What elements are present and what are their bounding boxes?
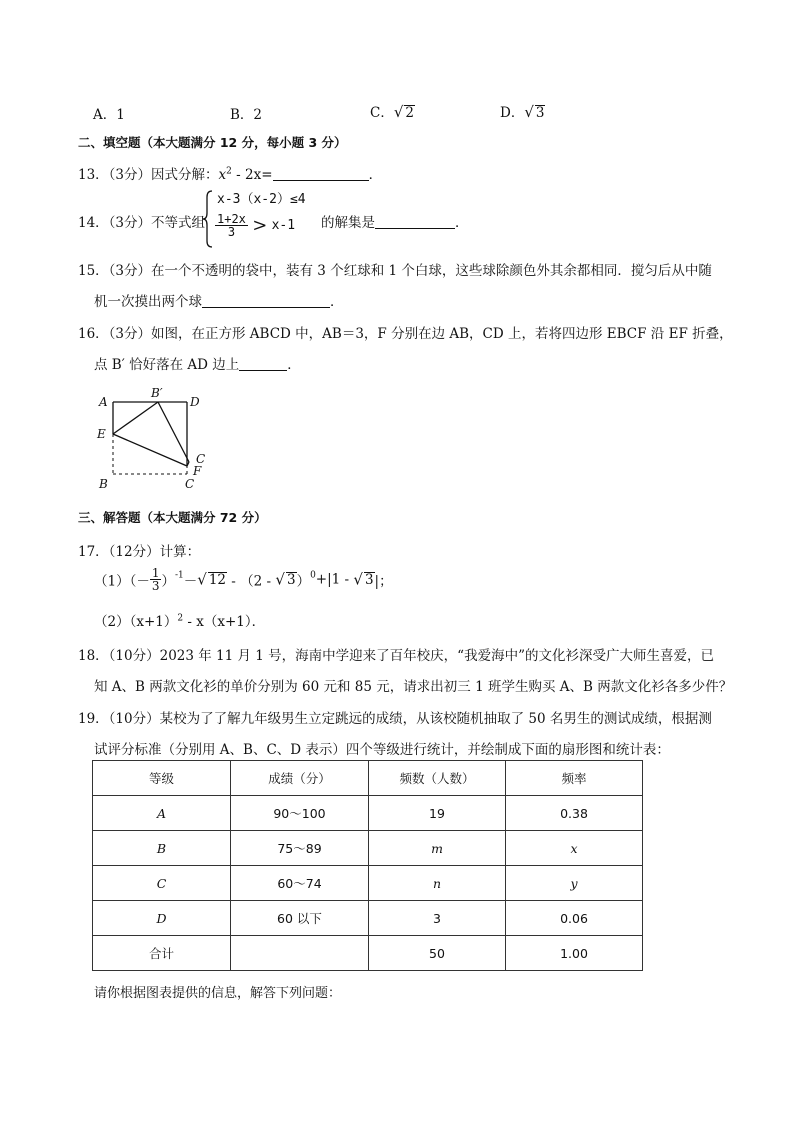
- q17-part1: [94, 567, 393, 603]
- question-16-line1: 16．（3分）如图，在正方形 ABCD 中，AB＝3，F 分别在边 AB，CD 上，若将四边形 EBCF 沿 EF 折叠，: [78, 326, 733, 342]
- label-b: B: [99, 477, 108, 491]
- q17-frac-num: 1: [151, 566, 160, 580]
- table-cell: B: [156, 840, 167, 856]
- q13-prefix: 13．（3分）因式分解：: [78, 167, 219, 183]
- question-19-line1: 19．（10分）某校为了了解九年级男生立定跳远的成绩，从该校随机抽取了 50 名男生的测试成绩，根据测: [78, 711, 712, 727]
- q17-fraction: [150, 567, 162, 592]
- label-f: F: [193, 464, 202, 478]
- table-cell: D: [156, 910, 167, 926]
- q15-text: 机一次摸出两个球: [94, 294, 202, 310]
- sqrt-sign-icon: √: [197, 570, 207, 589]
- q17-p1-exp1: -1: [174, 570, 184, 581]
- table-row: [93, 796, 643, 831]
- table-row-total: [93, 936, 643, 971]
- table-cell: A: [156, 805, 167, 821]
- table-header: 等级: [93, 761, 231, 796]
- q14-gt: >: [252, 215, 268, 236]
- label-d: D: [190, 395, 200, 409]
- q13-exp: 2: [226, 166, 232, 177]
- q17-frac-den: 3: [151, 579, 160, 593]
- q14-inequality-2: [215, 213, 295, 238]
- q16-text: 点 B′ 恰好落在 AD 边上: [94, 357, 240, 373]
- option-c-radicand: 2: [405, 105, 414, 121]
- question-14-prefix: 14．（3分）不等式组: [78, 215, 206, 231]
- table-cell: n: [432, 875, 442, 891]
- table-cell: 50: [369, 936, 506, 971]
- option-b: B．2: [230, 107, 263, 123]
- table-header: 频数（人数）: [369, 761, 506, 796]
- q13-suffix: ．: [368, 167, 383, 183]
- option-d-radicand: 3: [535, 105, 545, 121]
- section-heading-fill: 二、填空题（本大题满分 12 分，每小题 3 分）: [78, 135, 347, 150]
- table-cell: C: [156, 875, 167, 891]
- statistics-table: [92, 760, 643, 971]
- table-row: [93, 831, 643, 866]
- q17-p1-d: - （2 -: [227, 573, 276, 590]
- question-19-after: 请你根据图表提供的信息，解答下列问题：: [94, 986, 342, 1001]
- label-a: A: [99, 395, 108, 409]
- edge-eb-prime: [113, 402, 158, 434]
- q14-frac-den: 3: [227, 225, 236, 239]
- q17-p1-e: ）: [296, 573, 311, 590]
- left-brace-icon: [201, 189, 215, 249]
- question-15-line2: [94, 290, 344, 310]
- q17-p1-c: －: [183, 573, 198, 590]
- question-16-line2: [94, 353, 301, 373]
- question-18-line1: 18．（10分）2023 年 11 月 1 号，海南中学迎来了百年校庆，“我爱海中”的文化衫深受广大师生喜爱，已: [78, 648, 714, 664]
- q17-part2: [94, 610, 265, 630]
- q14-rhs: x-1: [271, 218, 296, 233]
- table-cell: 合计: [93, 936, 231, 971]
- table-cell: x: [570, 840, 578, 856]
- table-cell: 60 以下: [231, 901, 369, 936]
- table-header: 频率: [506, 761, 643, 796]
- q17-rad1: 12: [208, 572, 227, 588]
- q17-p1-g: |；: [374, 573, 393, 590]
- question-13: [78, 163, 382, 183]
- q17-p1-f: +|1 -: [315, 571, 354, 588]
- q17-p2-a: （2）（x+1）: [94, 614, 178, 630]
- answer-blank[interactable]: [202, 293, 330, 308]
- q13-expr: - 2x=: [231, 167, 273, 183]
- q13-var: x: [218, 167, 227, 183]
- q14-inequality-1: x-3（x-2）≤4: [217, 192, 306, 207]
- q14-frac-num: 1+2x: [217, 212, 246, 226]
- sqrt-sign-icon: √: [524, 103, 534, 121]
- q16-end: ．: [287, 357, 301, 373]
- answer-blank[interactable]: [239, 356, 287, 371]
- q17-rad3: 3: [364, 572, 374, 588]
- option-d: [500, 101, 545, 121]
- table-cell: 3: [369, 901, 506, 936]
- q14-suffix-text: 的解集是: [321, 215, 375, 231]
- q14-suffix: [321, 211, 469, 231]
- option-a: A．1: [93, 107, 125, 123]
- table-cell: 1.00: [506, 936, 643, 971]
- table-cell: 60～74: [231, 866, 369, 901]
- q14-fraction: [215, 213, 248, 238]
- table-cell: y: [570, 875, 578, 891]
- option-c-label: C．: [370, 105, 394, 121]
- q17-p1-b: ）: [161, 573, 175, 590]
- question-17-head: 17．（12分）计算：: [78, 544, 201, 560]
- question-19-line2: 试评分标准（分别用 A、B、C、D 表示）四个等级进行统计，并绘制成下面的扇形图和统计表：: [94, 742, 670, 758]
- q17-p2-exp: 2: [177, 613, 184, 624]
- table-row: [93, 866, 643, 901]
- sqrt-sign-icon: √: [393, 103, 404, 121]
- option-d-label: D．: [500, 105, 525, 121]
- table-header-row: [93, 761, 643, 796]
- table-cell: 19: [369, 796, 506, 831]
- question-15-line1: 15．（3分）在一个不透明的袋中，装有 3 个红球和 1 个白球，这些球除颜色外其余都相同．搅匀后从中随: [78, 263, 712, 279]
- q17-rad2: 3: [286, 572, 296, 588]
- table-row: [93, 901, 643, 936]
- sqrt-sign-icon: √: [353, 570, 363, 589]
- option-c: [370, 101, 415, 121]
- q17-p1-a: （1）（－: [94, 573, 150, 590]
- answer-blank[interactable]: [375, 214, 455, 229]
- edge-ef: [113, 434, 187, 466]
- label-c-prime: C: [196, 452, 206, 466]
- edge-b-prime-c-prime: [158, 402, 189, 462]
- q17-p2-b: - x（x+1）．: [183, 614, 266, 630]
- q15-end: ．: [330, 294, 344, 310]
- table-cell: [231, 936, 369, 971]
- answer-blank[interactable]: [273, 166, 369, 181]
- table-header: 成绩（分）: [231, 761, 369, 796]
- question-18-line2: 知 A、B 两款文化衫的单价分别为 60 元和 85 元，请求出初三 1 班学生购买 A、B 两款文化衫各多少件？: [94, 679, 733, 695]
- label-c: C: [185, 477, 195, 491]
- section-heading-answer: 三、解答题（本大题满分 72 分）: [78, 510, 267, 525]
- label-e: E: [97, 427, 106, 441]
- table-cell: m: [431, 840, 443, 856]
- q17-p1-exp2: 0: [310, 570, 316, 581]
- table-cell: 0.38: [506, 796, 643, 831]
- table-cell: 75～89: [231, 831, 369, 866]
- table-cell: 0.06: [506, 901, 643, 936]
- square-fold-figure: [90, 382, 220, 494]
- label-b-prime: B′: [151, 386, 163, 400]
- sqrt-sign-icon: √: [275, 570, 285, 589]
- table-cell: 90～100: [231, 796, 369, 831]
- q14-end: ．: [455, 215, 469, 231]
